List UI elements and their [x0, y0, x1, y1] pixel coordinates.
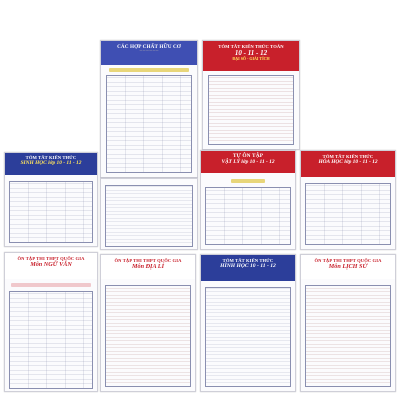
content-table — [105, 285, 191, 387]
poster-subject: HÌNH HỌC 10 - 11 - 12 — [220, 262, 276, 269]
poster-subject: Môn LỊCH SỬ — [328, 262, 368, 270]
poster-title: TÓM TẮT KIẾN THỨC — [222, 258, 274, 263]
content-table — [205, 287, 291, 387]
poster-header — [203, 41, 299, 71]
formula-block — [208, 75, 294, 145]
poster-toan — [202, 40, 300, 150]
yellow-banner — [109, 68, 189, 72]
poster-sinh-hoc — [4, 152, 98, 247]
poster-ngu-van — [4, 252, 98, 392]
content-table — [9, 291, 93, 389]
poster-lich-su — [300, 254, 396, 392]
poster-header — [301, 151, 395, 177]
poster-title: CÁC HỢP CHẤT HỮU CƠ — [117, 44, 181, 50]
content-table — [105, 185, 193, 247]
poster-title: TỰ ÔN TẬP — [232, 153, 264, 159]
content-table — [9, 181, 93, 243]
poster-hinh-hoc — [200, 254, 296, 392]
content-table — [205, 187, 291, 245]
poster-header — [201, 255, 295, 281]
poster-title: TÓM TẮT KIẾN THỨC TOÁN — [218, 44, 284, 49]
poster-title: ÔN TẬP THI THPT QUỐC GIA — [17, 256, 85, 261]
content-table — [305, 285, 391, 387]
poster-subject: SINH HỌC lớp 10 - 11 - 12 — [20, 159, 82, 166]
poster-dia-li — [100, 254, 196, 392]
poster-header — [201, 151, 295, 173]
poster-middle-sheet — [100, 178, 198, 250]
poster-subject: HÓA HỌC lớp 10 - 11 - 12 — [318, 158, 378, 165]
compound-table — [106, 75, 192, 173]
poster-title: TÓM TẮT KIẾN THỨC — [25, 155, 77, 160]
poster-header — [101, 255, 195, 279]
poster-header — [101, 41, 197, 65]
poster-subtitle-decor: — — — — — — — [139, 49, 159, 53]
poster-grades: 10 - 11 - 12 — [234, 48, 268, 57]
poster-topic: ĐẠI SỐ - GIẢI TÍCH — [232, 56, 270, 62]
poster-vat-ly — [200, 150, 296, 250]
poster-header — [5, 253, 97, 279]
poster-subject: Môn NGỮ VĂN — [30, 260, 72, 268]
poster-subject: Môn ĐỊA LÍ — [132, 262, 164, 270]
poster-title: TÓM TẮT KIẾN THỨC — [322, 154, 374, 159]
poster-header — [301, 255, 395, 279]
poster-header — [5, 153, 97, 175]
poster-title: ÔN TẬP THI THPT QUỐC GIA — [314, 258, 382, 263]
section-banner — [11, 283, 91, 287]
poster-huu-co — [100, 40, 198, 178]
poster-title: ÔN TẬP THI THPT QUỐC GIA — [114, 258, 182, 263]
poster-subject: VẬT LÝ lớp 10 - 11 - 12 — [221, 158, 275, 165]
poster-hoa-hoc — [300, 150, 396, 250]
content-table — [305, 183, 391, 245]
section-banner — [231, 179, 265, 183]
